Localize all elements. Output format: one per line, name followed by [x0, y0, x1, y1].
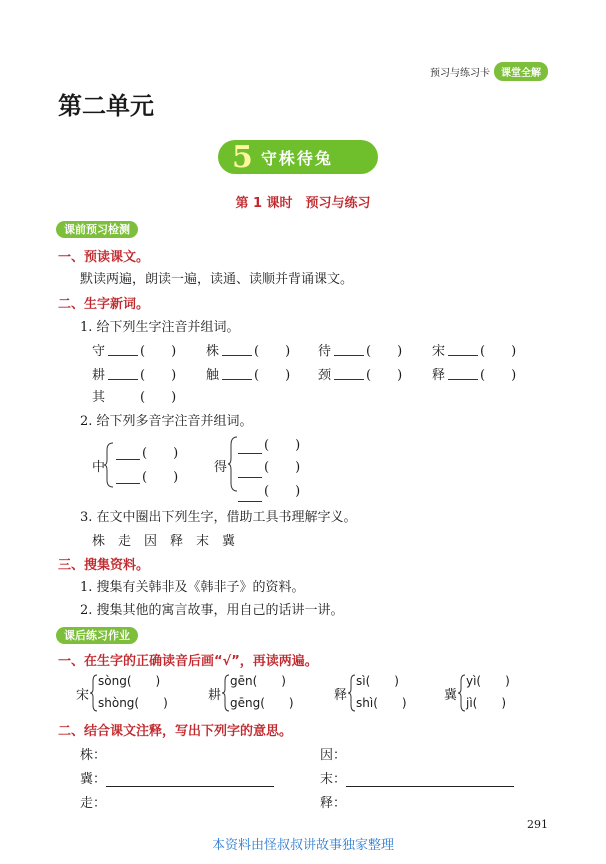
word-item: [80, 744, 276, 763]
pron-option[interactable]: shì( ): [356, 696, 407, 710]
pron-option[interactable]: gēn( ): [230, 674, 286, 688]
brace-icon: [222, 674, 230, 712]
section-3-item-1: 1. 搜集有关韩非及《韩非子》的资料。: [80, 580, 305, 595]
answer-line[interactable]: [346, 772, 514, 787]
question-2: 2. 给下列多音字注音并组词。: [80, 414, 253, 429]
word-label: 释：: [320, 796, 347, 811]
poly-char: 得: [214, 460, 228, 475]
brace-icon: [228, 436, 238, 492]
word-label: 冀：: [80, 772, 107, 787]
word-label: 末：: [320, 772, 347, 787]
blank[interactable]: [238, 462, 262, 478]
practice-1-title: 一、在生字的正确读音后画“√”，再读两遍。: [58, 654, 318, 669]
blank[interactable]: [334, 340, 364, 356]
paren: ( ): [480, 368, 517, 383]
section-2-title: 二、生字新词。: [58, 297, 150, 312]
paren: ( ): [254, 344, 291, 359]
char-item: 株: [206, 344, 220, 359]
char-item: 耕: [92, 368, 106, 383]
circle-chars: 株 走 因 释 末 冀: [92, 534, 236, 549]
pron-char: 冀: [444, 688, 458, 703]
word-item: [320, 768, 514, 787]
page-number: 291: [527, 818, 548, 831]
char-item: 其: [92, 390, 106, 405]
section-1-text: 默读两遍，朗读一遍，读通、读顺并背诵课文。: [80, 272, 354, 287]
char-item: 触: [206, 368, 220, 383]
pron-item: [334, 672, 444, 714]
poly-char: 中: [92, 460, 106, 475]
lesson-subtitle: 第 1 课时 预习与练习: [235, 196, 371, 211]
answer-line[interactable]: [106, 772, 274, 787]
word-item: [80, 768, 274, 787]
poly-group-2: [214, 432, 334, 498]
pron-char: 耕: [208, 688, 222, 703]
question-1: 1. 给下列生字注音并组词。: [80, 320, 240, 335]
char-item: 释: [432, 368, 446, 383]
paren: ( ): [140, 344, 177, 359]
answer-line[interactable]: [106, 797, 276, 811]
brace-icon: [458, 674, 466, 712]
word-label: 走：: [80, 796, 107, 811]
brace-icon: [104, 442, 114, 488]
word-item: [80, 792, 276, 811]
header-label: [430, 62, 548, 81]
blank[interactable]: [116, 444, 140, 460]
lesson-banner: [218, 140, 378, 174]
pre-class-tag: [56, 218, 138, 237]
post-class-tag-label: 课后练习作业: [56, 627, 138, 644]
pron-option[interactable]: sì( ): [356, 674, 399, 688]
header-pill: 课堂全解: [494, 62, 548, 81]
brace-icon: [348, 674, 356, 712]
char-item: 守: [92, 344, 106, 359]
pron-item: [208, 672, 338, 714]
blank[interactable]: [222, 364, 252, 380]
paren: ( ): [264, 460, 301, 475]
paren: ( ): [480, 344, 517, 359]
blank[interactable]: [116, 468, 140, 484]
header-right-label: 预习与练习卡: [430, 68, 490, 79]
paren: ( ): [366, 344, 403, 359]
char-item: 颈: [318, 368, 332, 383]
pron-char: 宋: [76, 688, 90, 703]
char-item: 宋: [432, 344, 446, 359]
section-1-title: 一、预读课文。: [58, 250, 150, 265]
word-label: 株：: [80, 748, 107, 763]
blank[interactable]: [108, 364, 138, 380]
paren: ( ): [140, 390, 177, 405]
brace-icon: [90, 674, 98, 712]
paren: ( ): [264, 438, 301, 453]
pron-option[interactable]: sòng( ): [98, 674, 161, 688]
blank[interactable]: [108, 340, 138, 356]
blank[interactable]: [448, 364, 478, 380]
post-class-tag: [56, 624, 138, 643]
pron-item: [76, 672, 226, 714]
practice-2-title: 二、结合课文注释，写出下列字的意思。: [58, 724, 293, 739]
paren: ( ): [264, 484, 301, 499]
paren: ( ): [366, 368, 403, 383]
footer-note: 本资料由怪叔叔讲故事独家整理: [211, 838, 394, 853]
paren: ( ): [142, 470, 179, 485]
section-3-item-2: 2. 搜集其他的寓言故事，用自己的话讲一讲。: [80, 603, 344, 618]
paren: ( ): [254, 368, 291, 383]
pre-class-tag-label: 课前预习检测: [56, 221, 138, 238]
pron-option[interactable]: yì( ): [466, 674, 510, 688]
pron-option[interactable]: shòng( ): [98, 696, 168, 710]
unit-title: 第二单元: [58, 92, 154, 120]
word-item: [320, 744, 516, 763]
answer-line[interactable]: [106, 749, 276, 763]
paren: ( ): [140, 368, 177, 383]
section-3-title: 三、搜集资料。: [58, 558, 150, 573]
question-3: 3. 在文中圈出下列生字，借助工具书理解字义。: [80, 510, 357, 525]
pron-item: [444, 672, 544, 714]
lesson-number: 5: [232, 139, 253, 175]
char-item: 待: [318, 344, 332, 359]
paren: ( ): [142, 446, 179, 461]
poly-group-1: [92, 438, 212, 498]
blank[interactable]: [222, 340, 252, 356]
word-label: 因：: [320, 748, 347, 763]
answer-line[interactable]: [346, 797, 516, 811]
lesson-name: 守株待兔: [260, 148, 333, 168]
pron-option[interactable]: gēng( ): [230, 696, 294, 710]
answer-line[interactable]: [346, 749, 516, 763]
blank[interactable]: [448, 340, 478, 356]
word-item: [320, 792, 516, 811]
blank[interactable]: [238, 438, 262, 454]
pron-option[interactable]: jì( ): [466, 696, 507, 710]
pron-char: 释: [334, 688, 348, 703]
blank[interactable]: [334, 364, 364, 380]
blank[interactable]: [238, 486, 262, 502]
